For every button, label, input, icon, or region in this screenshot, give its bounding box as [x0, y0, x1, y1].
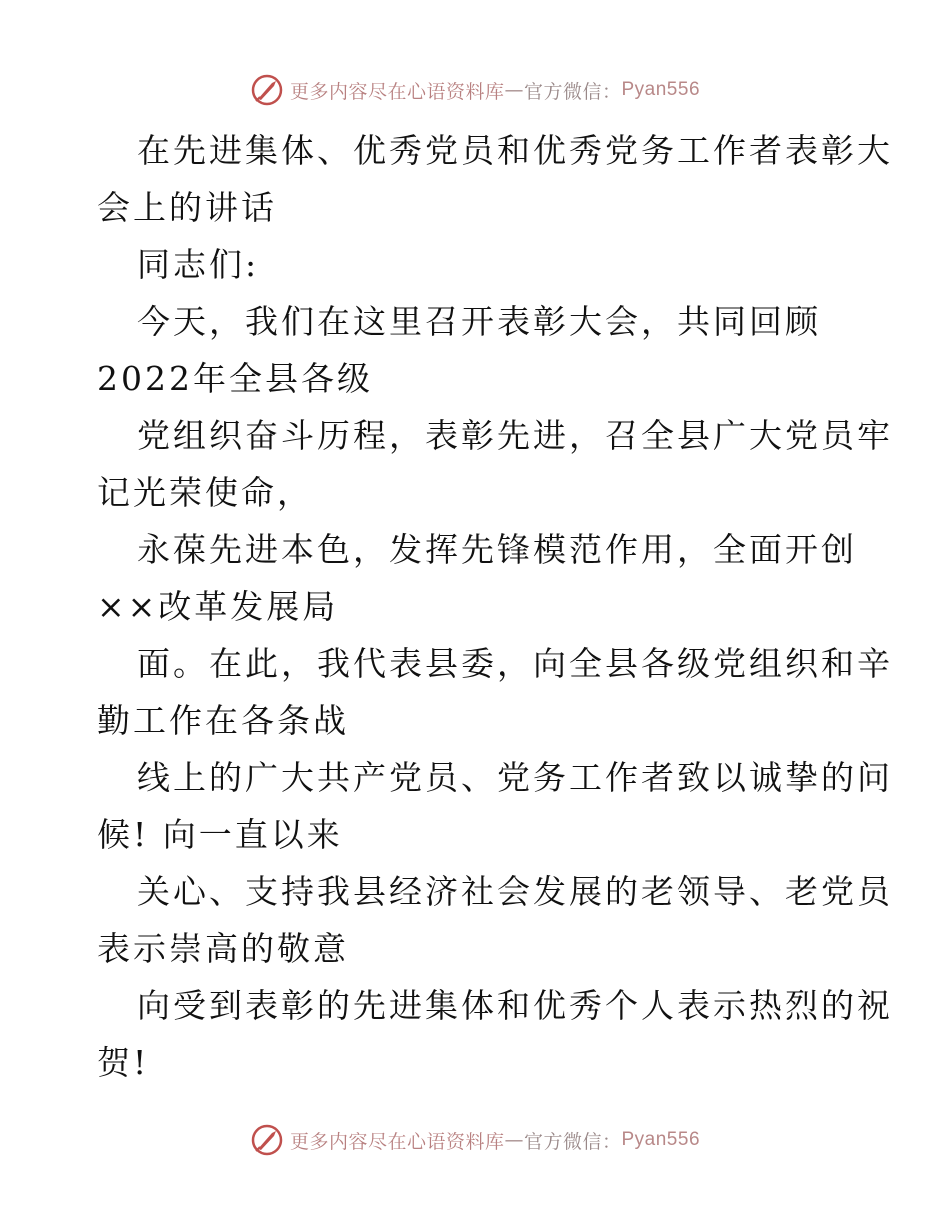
watermark-wechat-id: Pyan556 [621, 79, 701, 100]
paragraph-line: ××改革发展局 [97, 587, 339, 626]
watermark-label: 官方微信： [523, 80, 622, 103]
paragraph-line: 今天，我们在这里召开表彰大会，共同回顾 [137, 302, 821, 341]
paragraph-line: 线上的广大共产党员、党务工作者致以诚挚的问 [137, 758, 893, 797]
quill-logo-icon [250, 1123, 284, 1157]
watermark-label: 官方微信： [523, 1130, 622, 1153]
paragraph-line: 勤工作在各条战 [97, 701, 349, 740]
watermark-main-text: 更多内容尽在心语资料库 [289, 1130, 505, 1153]
watermark-separator: — [504, 1129, 524, 1151]
paragraph-line: 记光荣使命， [97, 473, 313, 512]
quill-logo-icon [250, 73, 284, 107]
paragraph-line: 党组织奋斗历程，表彰先进，召全县广大党员牢 [137, 416, 893, 455]
watermark-main-text: 更多内容尽在心语资料库 [289, 80, 505, 103]
paragraph-line: 向受到表彰的先进集体和优秀个人表示热烈的祝 [137, 986, 893, 1025]
title-line-1: 在先进集体、优秀党员和优秀党务工作者表彰大 [137, 131, 893, 170]
paragraph-line: 2022年全县各级 [97, 359, 373, 398]
paragraph-line: 贺! [97, 1043, 150, 1082]
paragraph-line: 候! 向一直以来 [97, 815, 343, 854]
salutation: 同志们: [137, 245, 260, 284]
header-watermark [0, 70, 950, 110]
paragraph-line: 关心、支持我县经济社会发展的老领导、老党员 [137, 872, 893, 911]
footer-watermark [0, 1120, 950, 1160]
paragraph-line: 面。在此，我代表县委，向全县各级党组织和辛 [137, 644, 893, 683]
watermark-wechat-id: Pyan556 [621, 1129, 701, 1150]
watermark-separator: — [504, 79, 524, 101]
paragraph-line: 永葆先进本色，发挥先锋模范作用，全面开创 [137, 530, 857, 569]
paragraph-line: 表示崇高的敬意 [97, 929, 349, 968]
title-line-2: 会上的讲话 [97, 188, 277, 227]
document-body [97, 122, 893, 1091]
